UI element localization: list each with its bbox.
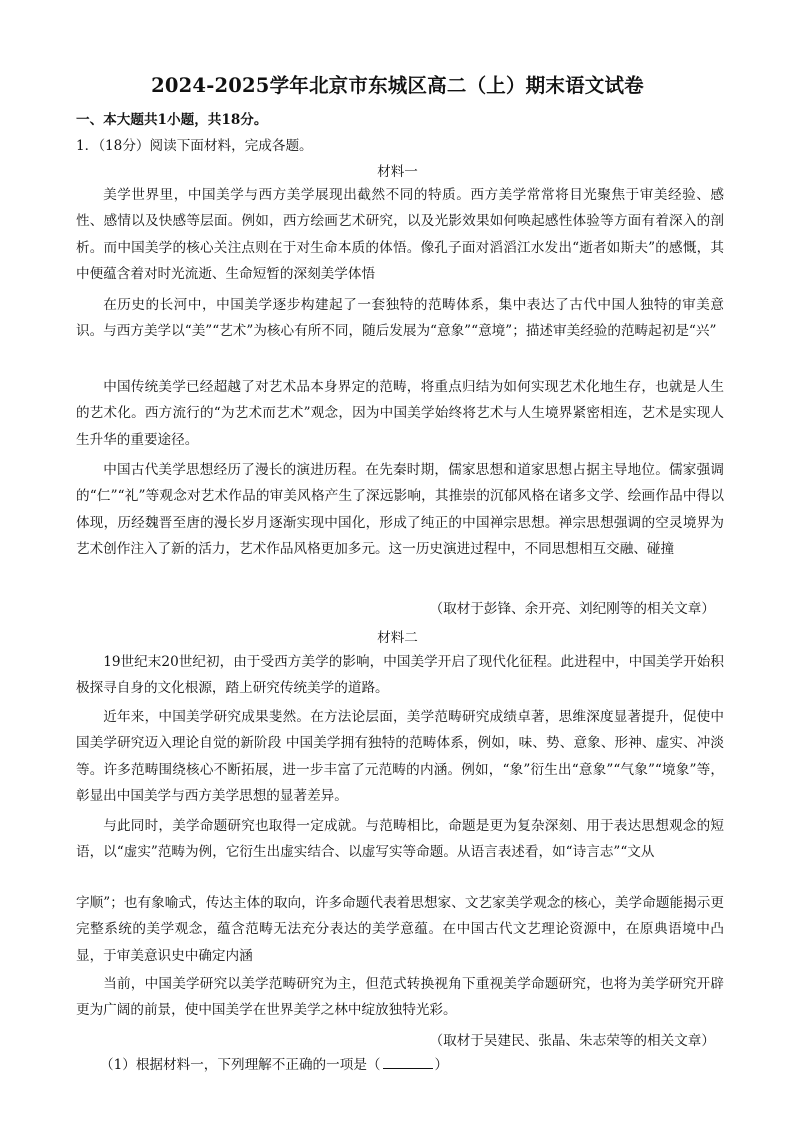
material-2-title: 材料二	[377, 630, 418, 646]
material-2-paragraph: 当前，中国美学研究以美学范畴研究为主，但范式转换视角下重视美学命题研究，也将为美学研究开辟更为广阔的前景，使中国美学在世界美学之林中绽放独特光彩。	[76, 976, 724, 1019]
material-2-paragraph: 与此同时，美学命题研究也取得一定成就。与范畴相比，命题是更为复杂深刻、用于表达思想观念的短语，以“虚实”范畴为例，它衍生出虚实结合、以虚写实等命题。从语言表述看，如“诗言志”“文从	[76, 818, 724, 861]
material-1-paragraph: 中国古代美学思想经历了漫长的演进历程。在先秦时期，儒家思想和道家思想占据主导地位。儒家强调的“仁”“礼”等观念对艺术作品的审美风格产生了深远影响，其推崇的沉郁风格在诸多文学、绘画作品中得以体现，历经魏晋至唐的漫长岁月逐渐实现中国化，形成了纯正的中国禅宗思想。禅宗思想强调的空灵境界为艺术创作注入了新的活力，艺术作品风格更加多元。这一历史演进过程中，不同思想相互交融、碰撞	[76, 462, 724, 557]
material-2-paragraph: 近年来，中国美学研究成果斐然。在方法论层面，美学范畴研究成绩卓著，思维深度显著提升，促使中国美学研究迈入理论自觉的新阶段 中国美学拥有独特的范畴体系，例如，味、势、意象、形神、虚实、冲淡等。许多范畴围绕核心不断拓展，进一步丰富了元范畴的内涵。例如，“象”衍生出“意象”“气象”“境象”等，彰显出中国美学与西方美学思想的显著差异。	[76, 709, 724, 804]
section-heading: 一、本大题共1小题，共18分。	[76, 112, 268, 128]
material-2-source: （取材于吴建民、张晶、朱志荣等的相关文章）	[429, 1033, 715, 1049]
material-2-paragraph: 19世纪末20世纪初，由于受西方美学的影响，中国美学开启了现代化征程。此进程中，中国美学开始积极探寻自身的文化根源，踏上研究传统美学的道路。	[76, 654, 724, 697]
material-1-paragraph: 美学世界里，中国美学与西方美学展现出截然不同的特质。西方美学常常将目光聚焦于审美经验、感性、感情以及快感等层面。例如，西方绘画艺术研究，以及光影效果如何唤起感性体验等方面有着深入的剖析。而中国美学的核心关注点则在于对生命本质的体悟。像孔子面对滔滔江水发出“逝者如斯夫”的感慨，其中便蕴含着对时光流逝、生命短暂的深刻美学体悟	[76, 187, 724, 282]
answer-blank[interactable]	[383, 1056, 433, 1069]
material-2-paragraph: 字顺”；也有象喻式，传达主体的取向，许多命题代表着思想家、文艺家美学观念的核心，美学命题能揭示更完整系统的美学观念，蕴含范畴无法充分表达的美学意蕴。在中国古代文艺理论资源中，在原典语境中凸显，于审美意识史中确定内涵	[76, 895, 724, 964]
sub-question-1	[100, 1053, 448, 1073]
sub-question-stem: （1）根据材料一，下列理解不正确的一项是（	[100, 1057, 381, 1073]
exam-title: 2024-2025学年北京市东城区高二（上）期末语文试卷	[151, 74, 644, 97]
material-1-paragraph: 中国传统美学已经超越了对艺术品本身界定的范畴，将重点归结为如何实现艺术化地生存，也就是人生的艺术化。西方流行的“为艺术而艺术”观念，因为中国美学始终将艺术与人生境界紧密相连，艺术是实现人生升华的重要途径。	[76, 379, 724, 448]
material-1-paragraph: 在历史的长河中，中国美学逐步构建起了一套独特的范畴体系，集中表达了古代中国人独特的审美意识。与西方美学以“美”“艺术”为核心有所不同，随后发展为“意象”“意境”；描述审美经验的范畴起初是“兴”	[76, 297, 724, 340]
material-1-title: 材料一	[377, 164, 418, 180]
sub-question-close: ）	[434, 1057, 449, 1073]
question-heading: 1．（18分）阅读下面材料，完成各题。	[76, 138, 313, 154]
material-1-source: （取材于彭锋、余开亮、刘纪刚等的相关文章）	[429, 601, 715, 617]
